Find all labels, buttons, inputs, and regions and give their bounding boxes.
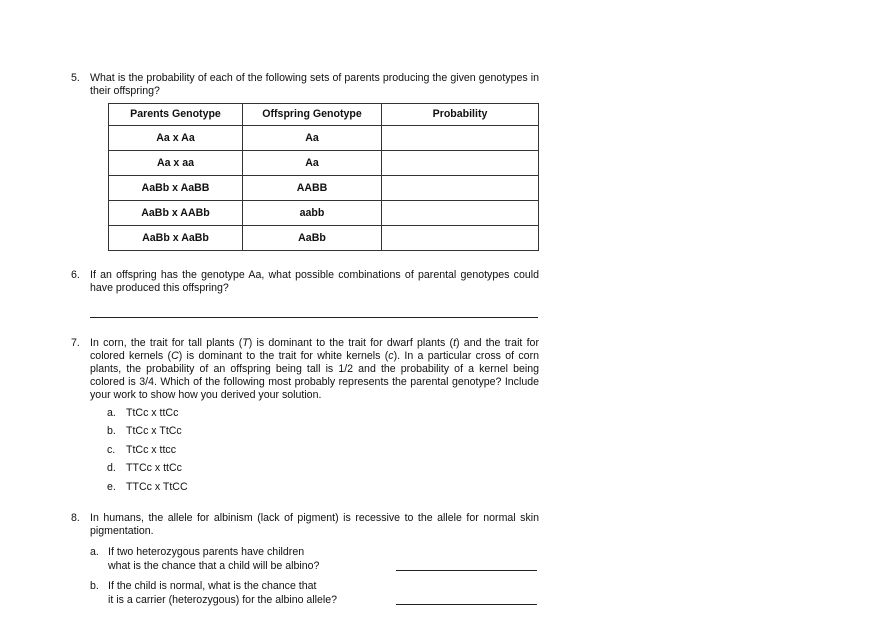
cell-probability[interactable] [382, 176, 539, 201]
text-segment: In corn, the trait for tall plants ( [90, 337, 243, 349]
cell-parents: AaBb x AaBb [109, 226, 243, 251]
cell-parents: Aa x Aa [109, 126, 243, 151]
option-text: TTCc x TtCC [126, 481, 188, 493]
sub-letter: b. [90, 580, 99, 592]
header-probability: Probability [382, 104, 539, 126]
option-text: TtCc x ttCc [126, 407, 179, 419]
question-number: 7. [71, 337, 80, 349]
question-text [90, 337, 539, 402]
question-text: If an offspring has the genotype Aa, what possible combinations of parental genotypes could have produced this offspring? [90, 269, 539, 294]
table-row [109, 201, 539, 226]
table-row [109, 226, 539, 251]
cell-offspring: Aa [243, 126, 382, 151]
answer-line-b[interactable] [396, 594, 537, 605]
question-text: In humans, the allele for albinism (lack of pigment) is recessive to the allele for normal skin pigmentation. [90, 512, 539, 537]
table-row [109, 176, 539, 201]
option-letter: d. [107, 462, 116, 474]
genotype-table [108, 103, 539, 251]
option-text: TtCc x ttcc [126, 444, 177, 456]
question-text: What is the probability of each of the following sets of parents producing the given genotypes in their offspring? [90, 72, 539, 97]
cell-offspring: Aa [243, 151, 382, 176]
cell-probability[interactable] [382, 201, 539, 226]
cell-probability[interactable] [382, 126, 539, 151]
cell-probability[interactable] [382, 226, 539, 251]
cell-parents: Aa x aa [109, 151, 243, 176]
answer-line-a[interactable] [396, 560, 537, 571]
option-text: TtCc x TtCc [126, 425, 182, 437]
option-letter: b. [107, 425, 116, 437]
option-b[interactable] [107, 425, 182, 438]
sub-text-line: If two heterozygous parents have children [108, 546, 305, 558]
text-segment-italic: T [242, 337, 249, 349]
sub-question-b [90, 580, 337, 607]
text-segment: ) is dominant to the trait for dwarf plants ( [248, 337, 454, 349]
question-6 [71, 269, 539, 295]
sub-text-line: If the child is normal, what is the chance that [108, 580, 317, 592]
answer-line[interactable] [90, 306, 538, 318]
table-row [109, 126, 539, 151]
option-letter: a. [107, 407, 116, 419]
question-number: 5. [71, 72, 80, 84]
question-5 [71, 72, 539, 98]
text-segment: ) is dominant to the trait for white kernels ( [178, 350, 389, 362]
question-8 [71, 512, 539, 538]
question-number: 6. [71, 269, 80, 281]
table-header-row [109, 104, 539, 126]
cell-parents: AaBb x AABb [109, 201, 243, 226]
question-number: 8. [71, 512, 80, 524]
question-7 [71, 337, 539, 402]
option-text: TTCc x ttCc [126, 462, 182, 474]
table-row [109, 151, 539, 176]
option-letter: e. [107, 481, 116, 493]
option-e[interactable] [107, 481, 188, 494]
text-segment: ) and the trait for colored kernels ( [90, 337, 539, 362]
text-segment-italic: t [453, 337, 457, 349]
option-d[interactable] [107, 462, 182, 475]
text-segment-italic: C [171, 350, 179, 362]
cell-offspring: aabb [243, 201, 382, 226]
option-letter: c. [107, 444, 116, 456]
text-segment: ). In a particular cross of corn plants, the probability of an offspring being tall is 1/2 and the probability of a kernel being colored is 3/4. Which of the following most probably represents the parental genotype? Include your work to show how you derived your solution. [90, 350, 539, 401]
option-a[interactable] [107, 407, 178, 420]
cell-parents: AaBb x AaBB [109, 176, 243, 201]
sub-text-line: what is the chance that a child will be albino? [108, 560, 320, 572]
cell-offspring: AABB [243, 176, 382, 201]
sub-text-line: it is a carrier (heterozygous) for the albino allele? [108, 594, 338, 606]
text-segment-italic: c [388, 350, 394, 362]
header-parents: Parents Genotype [109, 104, 243, 126]
sub-letter: a. [90, 546, 99, 558]
header-offspring: Offspring Genotype [243, 104, 382, 126]
cell-probability[interactable] [382, 151, 539, 176]
sub-question-a [90, 546, 319, 573]
cell-offspring: AaBb [243, 226, 382, 251]
option-c[interactable] [107, 444, 176, 457]
